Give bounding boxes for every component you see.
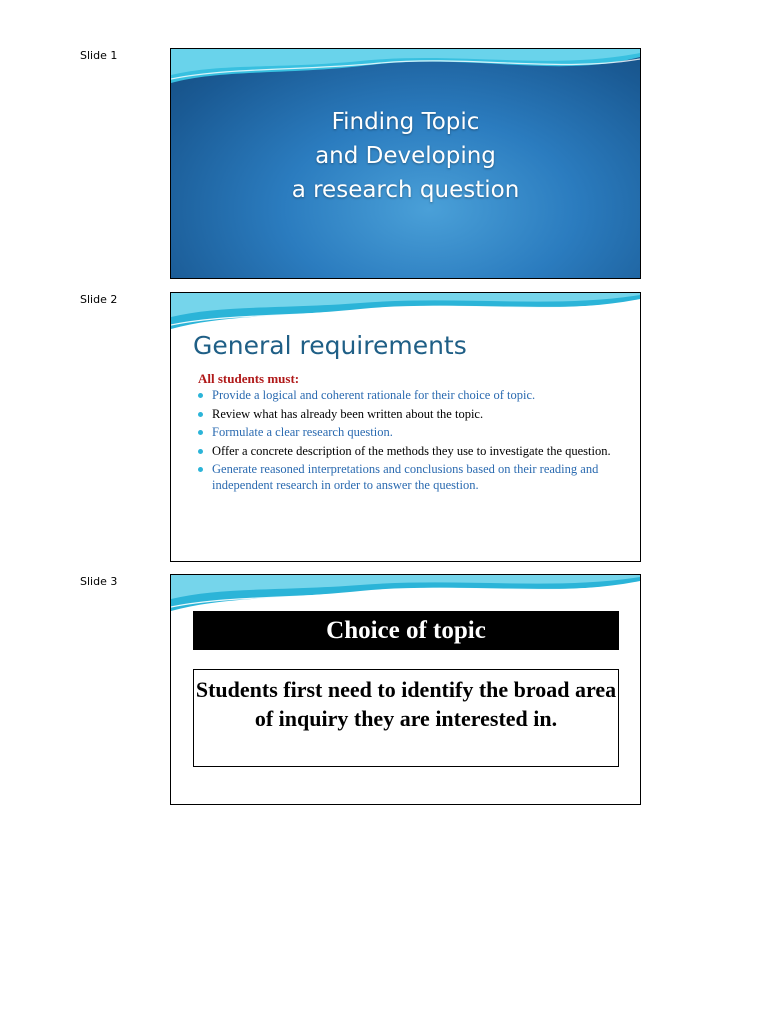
slide-2-label: Slide 2 xyxy=(80,293,118,306)
bullet-dot-icon xyxy=(198,467,203,472)
slide-3-heading: Choice of topic xyxy=(193,611,619,650)
list-item xyxy=(198,444,618,460)
list-item-text: Formulate a clear research question. xyxy=(212,425,393,439)
wave-decoration xyxy=(171,49,640,89)
list-item-text: Offer a concrete description of the methods they use to investigate the question. xyxy=(212,443,611,458)
bullet-dot-icon xyxy=(198,393,203,398)
list-item xyxy=(198,388,618,404)
wave-decoration xyxy=(171,575,640,615)
list-item xyxy=(198,425,618,441)
bullet-dot-icon xyxy=(198,430,203,435)
requirements-list xyxy=(198,388,618,496)
slide-2-lead: All students must: xyxy=(198,371,300,386)
title-line: Finding Topic xyxy=(331,109,480,135)
slide-2-heading: General requirements xyxy=(193,331,467,360)
bullet-dot-icon xyxy=(198,449,203,454)
slide-2 xyxy=(170,292,641,562)
slide-1-title xyxy=(171,105,640,207)
slide-1-label: Slide 1 xyxy=(80,49,118,62)
slide-3-body: Students first need to identify the broad area of inquiry they are interested in. xyxy=(193,669,619,767)
list-item-text: Review what has already been written about the topic. xyxy=(212,406,484,421)
slide-3 xyxy=(170,574,641,805)
slide-3-label: Slide 3 xyxy=(80,575,118,588)
list-item xyxy=(198,462,618,493)
list-item-text: Generate reasoned interpretations and conclusions based on their reading and independent research in order to answer the question. xyxy=(212,462,599,492)
bullet-dot-icon xyxy=(198,412,203,417)
slide-1 xyxy=(170,48,641,279)
wave-decoration xyxy=(171,293,640,333)
title-line: and Developing xyxy=(315,143,496,169)
title-line: a research question xyxy=(291,177,520,203)
list-item-text: Provide a logical and coherent rationale for their choice of topic. xyxy=(212,388,536,402)
list-item xyxy=(198,407,618,423)
